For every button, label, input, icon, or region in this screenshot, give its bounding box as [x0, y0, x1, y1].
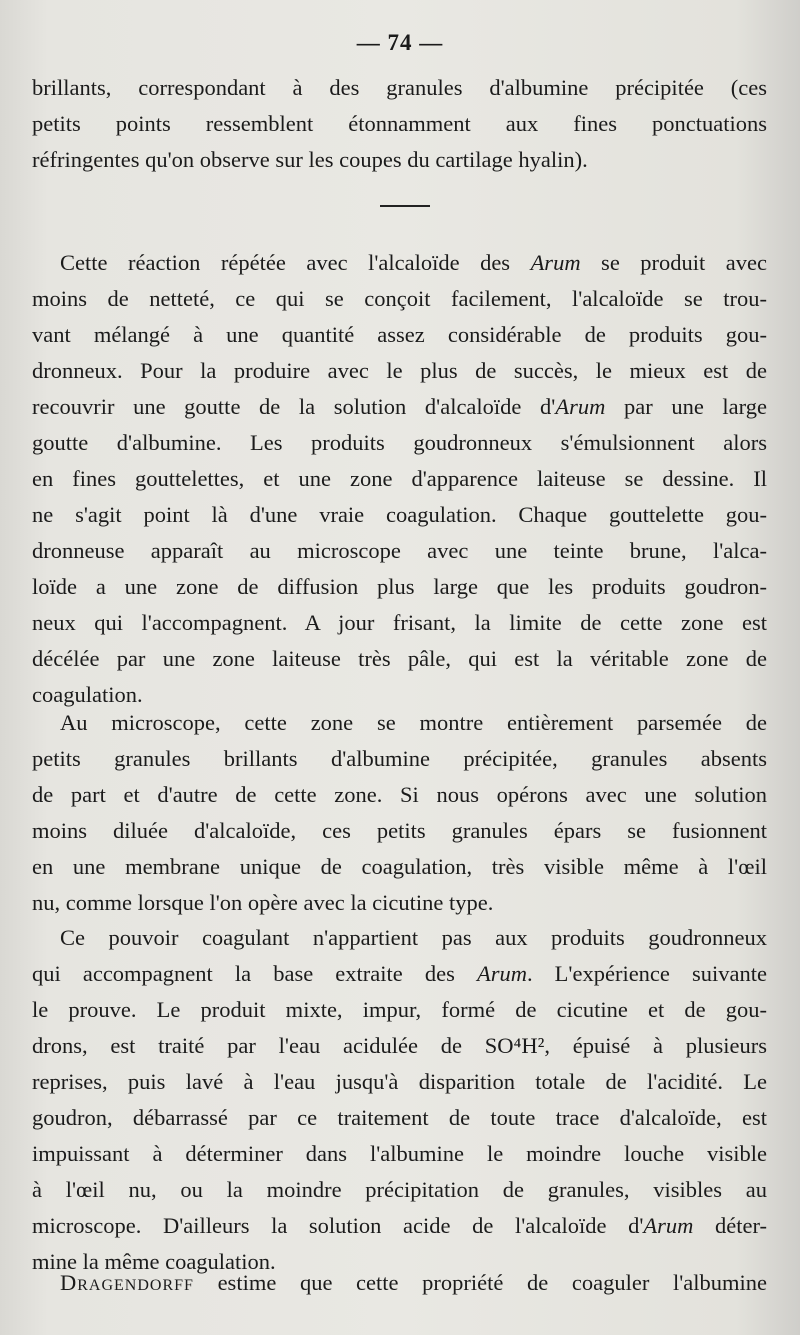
text-line: le prouve. Le produit mixte, impur, formé de cicutine et de gou-: [32, 997, 767, 1022]
text-line: reprises, puis lavé à l'eau jusqu'à disparition totale de l'acidité. Le: [32, 1069, 767, 1094]
text-line: réfringentes qu'on observe sur les coupes du cartilage hyalin).: [32, 147, 588, 172]
text-line: goutte d'albumine. Les produits goudronneux s'émulsionnent alors: [32, 430, 767, 455]
text-line: loïde a une zone de diffusion plus large que les produits goudron-: [32, 574, 767, 599]
text-line: décélée par une zone laiteuse très pâle, qui est la véritable zone de: [32, 646, 767, 671]
text-line: en une membrane unique de coagulation, très visible même à l'œil: [32, 854, 767, 879]
section-divider: [380, 205, 430, 207]
text-line: drons, est traité par l'eau acidulée de SO⁴H², épuisé à plusieurs: [32, 1033, 767, 1058]
text-line: coagulation.: [32, 682, 143, 707]
text-line: qui accompagnent la base extraite des Arum. L'expérience suivante: [32, 961, 767, 986]
text-line: ne s'agit point là d'une vraie coagulation. Chaque gouttelette gou-: [32, 502, 767, 527]
paragraph-dragendorff: [32, 1265, 767, 1301]
text-line: Au microscope, cette zone se montre entièrement parsemée de: [60, 710, 767, 735]
text-line: mine la même coagulation.: [32, 1249, 276, 1274]
text-line: petits points ressemblent étonnamment aux fines ponctuations: [32, 111, 767, 136]
paragraph-coagulant-power: [32, 920, 767, 1280]
text-line: Dragendorff estime que cette propriété de coaguler l'albumine: [60, 1270, 767, 1295]
text-line: dronneux. Pour la produire avec le plus de succès, le mieux est de: [32, 358, 767, 383]
text-line: en fines gouttelettes, et une zone d'apparence laiteuse se dessine. Il: [32, 466, 767, 491]
text-line: moins diluée d'alcaloïde, ces petits granules épars se fusionnent: [32, 818, 767, 843]
text-line: de part et d'autre de cette zone. Si nous opérons avec une solution: [32, 782, 767, 807]
text-line: neux qui l'accompagnent. A jour frisant, la limite de cette zone est: [32, 610, 767, 635]
text-line: goudron, débarrassé par ce traitement de toute trace d'alcaloïde, est: [32, 1105, 767, 1130]
text-line: Cette réaction répétée avec l'alcaloïde des Arum se produit avec: [60, 250, 767, 275]
text-line: vant mélangé à une quantité assez considérable de produits gou-: [32, 322, 767, 347]
text-line: à l'œil nu, ou la moindre précipitation de granules, visibles au: [32, 1177, 767, 1202]
text-line: brillants, correspondant à des granules d'albumine précipitée (ces: [32, 75, 767, 100]
paragraph-microscope: [32, 705, 767, 921]
paragraph-arum-reaction: [32, 245, 767, 713]
text-line: microscope. D'ailleurs la solution acide de l'alcaloïde d'Arum déter-: [32, 1213, 767, 1238]
text-line: nu, comme lorsque l'on opère avec la cicutine type.: [32, 890, 494, 915]
text-line: recouvrir une goutte de la solution d'alcaloïde d'Arum par une large: [32, 394, 767, 419]
text-line: petits granules brillants d'albumine précipitée, granules absents: [32, 746, 767, 771]
text-line: Ce pouvoir coagulant n'appartient pas aux produits goudronneux: [60, 925, 767, 950]
paragraph-continuation: [32, 70, 767, 178]
text-line: impuissant à déterminer dans l'albumine le moindre louche visible: [32, 1141, 767, 1166]
text-line: moins de netteté, ce qui se conçoit facilement, l'alcaloïde se trou-: [32, 286, 767, 311]
page-number: — 74 —: [356, 30, 444, 55]
text-line: dronneuse apparaît au microscope avec une teinte brune, l'alca-: [32, 538, 767, 563]
